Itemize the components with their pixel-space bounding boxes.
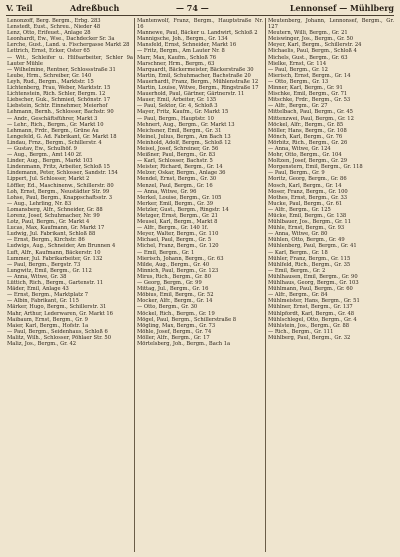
directory-entry: Mauer, Emil, Arbeiter, Gr. 135 bbox=[137, 97, 217, 104]
directory-entry: — Ernst, Bergm., Marktplatz 7 bbox=[7, 292, 88, 299]
directory-entry: Mönch, Karl, Bergm., Gr. 76 bbox=[268, 133, 343, 140]
directory-entry: Mauerhardt, Franz, Bergm., Mühlenstraße 12 bbox=[137, 78, 259, 85]
directory-entry: Mendel, Ernst, Bergm., Gr. 30 bbox=[137, 176, 217, 183]
section-label: V. Teil bbox=[6, 3, 33, 13]
directory-entry: Mühle, Ernst, Bergm., Gr. 93 bbox=[268, 225, 345, 232]
directory-entry: Löffler, Ed., Maschinenw., Schillerstr. 80 bbox=[7, 182, 114, 189]
directory-entry: Merkel, Louise, Bergm., Gr. 105 bbox=[137, 194, 222, 201]
directory-entry: Ludwig, Jul. Fabrikant, Schloß 88 bbox=[7, 231, 96, 238]
directory-entry: Maier, Karl, Bergm., Hofstr. 1a bbox=[7, 322, 89, 329]
directory-entry: Mohr, Otto, Bergm., Gr. 104 bbox=[268, 152, 342, 159]
directory-entry: Merker, Emil, Bergm., Gr. 39 bbox=[137, 200, 214, 207]
directory-entry: Mannigsche, Joh., Bergm., Gr. 134 bbox=[137, 36, 228, 43]
section-tag: Adreßbuch bbox=[70, 3, 120, 13]
directory-entry: Mahr, Arthur, Lederwaren, Gr. Markt 16 bbox=[7, 310, 113, 317]
directory-entry: Mischke, Emil, Bergm., Gr. 71 bbox=[268, 91, 348, 98]
directory-entry: Lindenmann, Fritz, Arbeiter, Schloß 15 bbox=[7, 164, 110, 171]
directory-entry: — Alfr., Bergm., Gr. 84 bbox=[268, 292, 328, 299]
directory-entry: — Lehr., Rich., Bergm., Gr. Markt 10 bbox=[7, 121, 104, 128]
directory-entry: Mühlberg, Paul, Bergm., Gr. 32 bbox=[268, 334, 351, 341]
directory-entry: Meiswinger, Jos., Bergm., Gr. 50 bbox=[268, 36, 354, 43]
directory-entry: Lorenz, Josef, Schuhmacher, Nr. 99 bbox=[7, 213, 100, 219]
directory-entry: Mühlenberg, Paul, Bergm., Gr. 41 bbox=[268, 243, 357, 250]
directory-entry: Lummer, Jul. Fabrikarbeiter, Gr. 132 bbox=[7, 255, 103, 262]
directory-entry: Minner, Karl, Bergm., Gr. 91 bbox=[268, 85, 343, 92]
directory-entry: Mäder, Emil, Anlage 43 bbox=[7, 286, 69, 293]
directory-entry: — Otto, Bergm., Gr. 13 bbox=[268, 78, 329, 85]
directory-entry: Liebscher, Guk., Schmied, Schönstr. 17 bbox=[7, 97, 111, 104]
directory-entry: Marr, Max, Kaufm., Schloß 76 bbox=[137, 54, 217, 61]
directory-entry: Liebstein, Schtr. Einnehmer, Meierhof bbox=[7, 103, 108, 110]
directory-entry: Mühlhaus, Georg, Bergm., Gr. 103 bbox=[268, 280, 359, 287]
directory-entry: Lengefeld, G. Ad. Fabrikant, Gr. Markt 18 bbox=[7, 133, 117, 140]
directory-entry: Moser, Franz, Bergm., Gr. 100 bbox=[268, 188, 348, 195]
directory-entry: Mannewe, Paul, Bäcker u. Landwirt, Schloß 2 bbox=[137, 30, 258, 37]
directory-entry: Metzger, Ernst, Bergm., Gr. 21 bbox=[137, 213, 218, 219]
directory-entry: — Albin, Fabrikant, Gr. 115 bbox=[7, 298, 79, 305]
directory-entry: Meutenberg, Johann, Lennonsef, Bergm., Gr. 127 bbox=[268, 18, 394, 31]
directory-entry: Meutern, Willi, Bergm., Gr. 21 bbox=[268, 30, 348, 37]
directory-entry: Möbius, Emil, Bergm., Gr. 52 bbox=[137, 292, 214, 299]
directory-entry: Martin, Louise, Witwe, Bergm., Ringstraße 17 bbox=[137, 85, 259, 92]
directory-entry: Lerche, Gust., Land. u. Fischergasse Markt 28 bbox=[7, 42, 130, 49]
directory-entry: Möhle, Josef, Bergm., Gr. 74 bbox=[137, 328, 212, 335]
directory-entry: — Aug., Bergm., Amt 140 2f. bbox=[7, 152, 83, 159]
directory-entry: Lomansberg, Alfr., Schneider, Gr. 88 bbox=[7, 206, 103, 213]
directory-entry: — Ernst, Bergm., Kirchstr. 86 bbox=[7, 237, 85, 244]
directory-entry: Mauerhold, Paul, Gärtner, Gärtnerstr. 11 bbox=[137, 91, 245, 98]
page-header bbox=[6, 3, 394, 15]
directory-entry: Michaelis, Paul, Bergm., Schloß 4 bbox=[268, 48, 357, 55]
directory-entry: Lindemann, Peter, Schlosser, Sandstr. 154 bbox=[7, 170, 118, 177]
directory-entry: Menzel, Paul, Bergm., Gr. 16 bbox=[137, 182, 213, 189]
directory-entry: — Wilhelmine, Rentner, Schlossstraße 31 bbox=[7, 66, 116, 73]
directory-entry: Mühlner, Ernst, Bergm., Gr. 137 bbox=[268, 304, 353, 311]
directory-entry: Meusel, Karl, Bergm., Markt 8 bbox=[137, 219, 218, 226]
directory-entry: Lüttich, Rich., Bergm., Gartenstr. 11 bbox=[7, 280, 104, 287]
directory-entry: — Emil, Bergm., Gr. 2 bbox=[268, 267, 326, 274]
directory-entry: Mögling, Max, Bergm., Gr. 73 bbox=[137, 322, 216, 329]
directory-entry: — Alfr., Bergm., Gr. 27 bbox=[268, 103, 328, 110]
directory-entry: Mayer, Fritz, Kaufm., Gr. Markt 15 bbox=[137, 109, 229, 116]
directory-entry: — Emil, Bergm., Gr. 1 bbox=[137, 249, 195, 256]
directory-entry: Michael, Paul, Bergm., Gr. 5 bbox=[137, 237, 212, 244]
directory-entry: Mierisch, Johann, Bergm., Gr. 63 bbox=[137, 255, 224, 262]
directory-entry: Lotz, Paul, Bergm., Gr. Markt 4 bbox=[7, 219, 90, 226]
directory-entry: Mühlfeld, Rich., Bergm., Gr. 35 bbox=[268, 261, 351, 268]
directory-entry: Mühlschlegel, Otto, Bergm., Gr. 4 bbox=[268, 316, 357, 323]
directory-entry: Loh, Ernst, Bergm., Neustädter Str. 99 bbox=[7, 188, 110, 195]
directory-entry: Mörtelsberg, Joh., Bergm., Bach 1a bbox=[137, 340, 231, 347]
directory-entry: Moritz, Georg, Bergm., Gr. 86 bbox=[268, 176, 347, 183]
directory-entry: Mierisch, Ernst, Bergm., Gr. 14 bbox=[268, 72, 351, 79]
directory-entry: Mögel, Paul, Bergm., Schillerstraße 8 bbox=[137, 316, 237, 323]
directory-entry: Lichtenberg, Frau, Weber, Marktstr. 15 bbox=[7, 85, 111, 92]
directory-entry: Mosch, Karl, Bergm., Gr. 14 bbox=[268, 182, 342, 189]
column-divider bbox=[134, 18, 135, 552]
directory-entry: Lucas, Max, Kaufmann, Gr. Markt 17 bbox=[7, 225, 105, 232]
directory-entry: Mitschke, Frdr., Bergm., Gr. 53 bbox=[268, 97, 351, 104]
directory-entry: — Wit., Schleifer u. Hilfsarbeiter, Schler 9a Lauter Mühle bbox=[7, 54, 133, 67]
directory-entry: — Paul, Bergm., Hauptstr. 10 bbox=[137, 115, 214, 122]
directory-entry: — Anna, Witwe, Gr. 124 bbox=[268, 145, 331, 152]
directory-entry: Lindau, Frnz., Bergm., Schillerstr. 4 bbox=[7, 139, 102, 146]
directory-entry: Marschner, Hrm., Bergm., 63 bbox=[137, 60, 215, 67]
directory-entry: Meisel, Josef, Schreiner, Gr. 56 bbox=[137, 145, 219, 152]
directory-entry: Leyh, Rud., Bergm., Marktstr. 15 bbox=[7, 78, 94, 85]
directory-entry: — Paul, Bergm., Bergstr. 73 bbox=[7, 261, 81, 268]
directory-entry: — Aug., Lehrling, Nr. 83 bbox=[7, 200, 72, 207]
directory-entry: Moltzen, Josef, Bergm., Gr. 29 bbox=[268, 158, 348, 165]
directory-entry: — Fritz, Bergm., Am Lauter Nr. 8 bbox=[137, 48, 225, 55]
directory-entry: Meinhold, Adolf, Bergm., Schloß 12 bbox=[137, 139, 231, 146]
directory-entry: — Alfr., Bergm., Gr. 140 1f. bbox=[137, 225, 209, 232]
column-divider bbox=[265, 18, 266, 552]
directory-entry: Leonhardt, Ew., Wse., Dachdecker Sr. 3a bbox=[7, 36, 115, 43]
directory-entry: Meißner, Paul, Bergm., Gr. 83 bbox=[137, 152, 216, 159]
directory-entry: Mirus, Rich., Bergm., Gr. 80 bbox=[137, 273, 212, 280]
column-1 bbox=[7, 18, 133, 552]
directory-entry: Lippert, Jul. Schlosser, Markt 2 bbox=[7, 176, 90, 183]
directory-entry: Martin, Emil, Schuhmacher, Bachstraße 20 bbox=[137, 72, 251, 79]
directory-entry: Malitz, Wilh., Schlosser, Pöhlaer Str. 50 bbox=[7, 334, 112, 341]
directory-entry: Meyer, Karl, Bergm., Schillerstr. 24 bbox=[268, 42, 362, 49]
directory-entry: Mühlmeister, Hans, Bergm., Gr. 51 bbox=[268, 298, 360, 305]
directory-entry: Marquardt, Bäckermeister, Bäckerstraße 30 bbox=[137, 66, 254, 73]
directory-entry: Lungwitz, Emil, Bergm., Gr. 112 bbox=[7, 267, 92, 274]
directory-entry: — Paul, Bergm., Seidenhaus, Schloß 6 bbox=[7, 328, 108, 335]
column-3 bbox=[268, 18, 394, 552]
directory-entry: Michel, Franz, Bergm., Gr. 120 bbox=[137, 243, 219, 250]
directory-entry: Mühlpfordt, Karl, Bergm., Gr. 48 bbox=[268, 310, 355, 317]
directory-entry: — Rich., Bergm., Gr. 111 bbox=[268, 328, 334, 335]
directory-entry: Mühler, Franz, Bergm., Gr. 115 bbox=[268, 255, 351, 262]
directory-entry: — Paul, Sektor, Gr. 4, Schloß 3 bbox=[137, 103, 218, 110]
directory-entry: Linder, Aug., Bergm., Markt 103 bbox=[7, 158, 93, 165]
header-rule bbox=[6, 15, 394, 16]
directory-entry: Leube, Hrm., Schreiber, Gr. 140 bbox=[7, 72, 92, 79]
directory-entry: Meyer, Walter, Bergm., Gr. 110 bbox=[137, 231, 219, 238]
directory-entry: Meister, Richard, Bergm., Gr. 14 bbox=[137, 164, 223, 171]
directory-entry: Lenz, Otto, Erifeuet., Anlage 28 bbox=[7, 30, 91, 37]
directory-entry: Lohse, Paul, Bergm., Knappschaftsstr. 3 bbox=[7, 194, 113, 201]
directory-entry: Mantenwolf, Franz, Bergm., Hauptstraße Nr. 16 bbox=[137, 18, 263, 31]
directory-entry: — Alfr., Bergm., Gr. 125 bbox=[268, 206, 331, 213]
directory-entry: — Paul, Bergm., Gr. 9 bbox=[268, 170, 325, 177]
directory-entry: Märker, Hugo, Bergm., Schillerstr. 31 bbox=[7, 304, 107, 311]
directory-entry: — Anna, Witwe, Gr. 80 bbox=[268, 231, 328, 238]
directory-entry: — Gustav, Ew., Schulhöf. 9 bbox=[7, 145, 77, 152]
directory-entry: Mühlbauer, Jos., Bergm., Gr. 11 bbox=[268, 219, 351, 226]
directory-entry: Lehmann, Bernh., Schlosser, Bachstr. 90 bbox=[7, 109, 114, 116]
directory-entry: — Karl, Bergm., Gr. 18 bbox=[268, 249, 328, 256]
directory-entry: — Andr., Geschäftsführer, Markt 3 bbox=[7, 115, 98, 122]
directory-entry: Mühlhausen, Emil, Bergm., Gr. 90 bbox=[268, 273, 358, 280]
directory-entry: Minnich, Paul, Bergm., Gr. 123 bbox=[137, 267, 219, 274]
directory-entry: — Anna, Witwe, Gr. 96 bbox=[137, 188, 197, 195]
directory-entry: Lenonzoff, Berg. Bergm., Erbg. 283 bbox=[7, 18, 101, 24]
directory-entry: Möckel, Rich., Bergm., Gr. 19 bbox=[137, 310, 215, 317]
directory-entry: Mörbitz, Rich., Bergm., Gr. 26 bbox=[268, 139, 348, 146]
directory-entry: Möckel, Alfr., Bergm., Gr. 85 bbox=[268, 121, 344, 128]
directory-entry: Mücke, Emil, Bergm., Gr. 138 bbox=[268, 213, 347, 219]
directory-entry: Lenstedt, Eust., Schreu., Nieder 48 bbox=[7, 24, 101, 31]
directory-entry: Morgenstern, Emil, Bergm., Gr. 118 bbox=[268, 164, 363, 171]
directory-entry: Ludwigs, Aug., Schneider, Am Brunnen 4 bbox=[7, 243, 116, 250]
directory-entry: Lehmann, Frdr., Bergm., Grüne Au bbox=[7, 127, 99, 134]
directory-entry: Mielke, Ernst, Gr. 114 bbox=[268, 60, 327, 67]
directory-entry: Meichsner, Emil, Bergm., Gr. 31 bbox=[137, 127, 222, 134]
directory-entry: Meinel, Julius, Bergm., Am Bach 13 bbox=[137, 133, 231, 140]
directory-entry: Mothes, Ernst, Bergm., Gr. 33 bbox=[268, 194, 348, 201]
directory-entry: Milde, Aug., Bergm., Gr. 40 bbox=[137, 261, 210, 268]
directory-entry: Möller, Alfr., Bergm., Gr. 17 bbox=[137, 334, 210, 341]
directory-entry: Mühlmann, Paul, Bergm., Gr. 60 bbox=[268, 286, 353, 293]
directory-entry: — Anna, Witwe, Gr. 38 bbox=[7, 273, 67, 280]
directory-entry: Maibaum, Ernst, Bergm., Gr. 9 bbox=[7, 316, 88, 323]
directory-entry: Melzer, Oskar, Bergm., Anlage 36 bbox=[137, 170, 226, 177]
directory-entry: Mittelbach, Paul, Bergm., Gr. 45 bbox=[268, 109, 353, 116]
directory-entry: — Karl, Schlosser, Bachstr. 5 bbox=[137, 158, 213, 165]
directory-entry: — Paul, Bergm., Gr. 12 bbox=[268, 66, 328, 73]
running-head: Lennonsef — Mühlberg bbox=[289, 3, 394, 13]
directory-entry: Mühlstein, Jos., Bergm., Gr. 88 bbox=[268, 322, 350, 329]
directory-entry: Mocker, Alfr., Bergm., Gr. 14 bbox=[137, 298, 213, 305]
directory-entry: Mucke, Paul, Bergm., Gr. 61 bbox=[268, 200, 343, 207]
directory-entry: Maliz, Jos., Bergm., Gr. 42 bbox=[7, 340, 77, 347]
directory-entry: Mittag, Jul., Bergm., Gr. 16 bbox=[137, 286, 209, 293]
directory-entry: Mühlen, Otto, Bergm., Gr. 49 bbox=[268, 237, 345, 244]
directory-entry: Metzler, Gust., Bergm., Ringstr. 14 bbox=[137, 206, 229, 213]
directory-entry: Mansfeld, Ernst, Schneider, Markt 16 bbox=[137, 42, 237, 49]
directory-entry: Michels, Gust., Bergm., Gr. 63 bbox=[268, 54, 348, 61]
directory-entry: Möller, Hans, Bergm., Gr. 108 bbox=[268, 127, 347, 134]
directory-entry: Mehnert, Aug., Bergm., Gr. Markt 13 bbox=[137, 121, 235, 128]
column-2 bbox=[137, 18, 263, 552]
directory-entry: Lettrich, Ernst, Ecker, Oster 65 bbox=[7, 48, 90, 55]
directory-entry: Luft, Alfr., Kaufmann, Bäckerstr. 10 bbox=[7, 249, 101, 256]
directory-entry: Lichtenstein, Rich. Schler, Bergm. 12 bbox=[7, 91, 106, 98]
directory-entry: Mittenzwei, Paul, Bergm., Gr. 12 bbox=[268, 115, 354, 122]
directory-entry: — Otto, Bergm., Gr. 30 bbox=[137, 304, 198, 311]
page-number: — 74 — bbox=[176, 3, 209, 13]
directory-entry: — Georg, Bergm., Gr. 99 bbox=[137, 280, 202, 287]
